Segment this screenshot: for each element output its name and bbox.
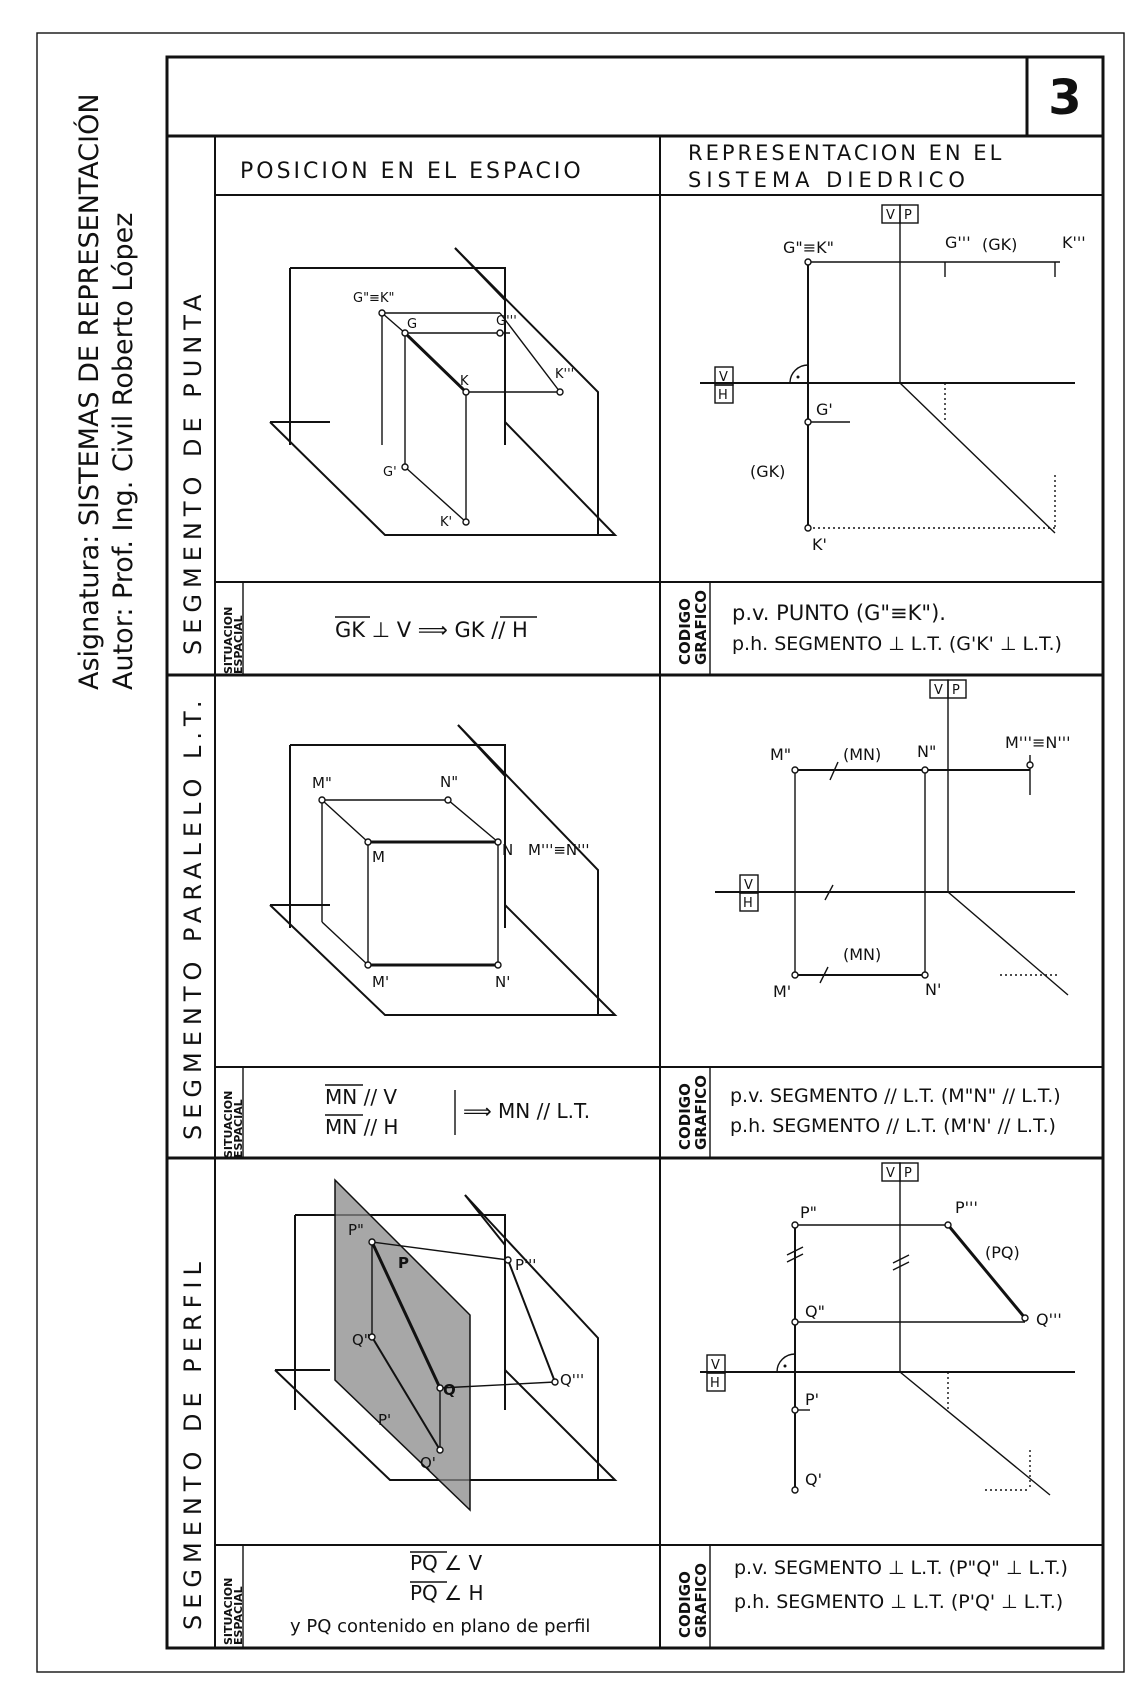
diagram-label: V: [711, 1358, 720, 1373]
row1-codigo-ph: p.h. SEGMENTO ⊥ L.T. (G'K' ⊥ L.T.): [732, 633, 1062, 655]
diagram-label: G"≡K": [783, 238, 835, 257]
diagram-label: N": [917, 742, 937, 761]
diagram-label: M": [312, 774, 332, 792]
tag-codigo-2b: GRAFICO: [692, 1074, 710, 1150]
row3-codigo-ph: p.h. SEGMENTO ⊥ L.T. (P'Q' ⊥ L.T.): [734, 1591, 1064, 1613]
diagram-label: M'''≡N''': [1005, 733, 1071, 752]
diagram-label: P: [398, 1254, 409, 1272]
tag-situacion-2b: ESPACIAL: [232, 1099, 245, 1158]
row3-situacion: [290, 1551, 590, 1637]
row2-codigo-ph: p.h. SEGMENTO // L.T. (M'N' // L.T.): [730, 1115, 1056, 1137]
row1-space-diagram: [270, 248, 615, 535]
row2-situacion: [325, 1085, 590, 1139]
diagram-label: V: [744, 878, 753, 893]
tag-codigo-1a: CODIGO: [676, 598, 694, 665]
diagram-label: Q: [443, 1381, 456, 1399]
diagram-label: P''': [955, 1198, 978, 1217]
diagram-label: P: [904, 208, 912, 223]
diagram-label: H: [710, 1376, 720, 1391]
diagram-label: (GK): [982, 235, 1018, 254]
diagram-label: y PQ contenido en plano de perfil: [290, 1616, 591, 1637]
diagram-label: P': [805, 1390, 820, 1409]
diagram-label: Q''': [1036, 1310, 1062, 1329]
diagram-label: MN // H: [325, 1115, 399, 1139]
diagram-label: ⟹ MN // L.T.: [463, 1099, 591, 1123]
diagram-label: Q": [352, 1331, 371, 1349]
row1-dihedral-diagram: [700, 205, 1086, 554]
diagram-label: M: [372, 848, 385, 866]
diagram-label: Q': [420, 1454, 436, 1472]
diagram-label: V: [934, 683, 943, 698]
diagram-label: N: [502, 841, 514, 859]
tag-codigo-2a: CODIGO: [676, 1083, 694, 1150]
diagram-label: M': [773, 982, 792, 1001]
diagram-label: V: [886, 208, 895, 223]
diagram-label: G: [407, 317, 418, 332]
diagram-label: M'''≡N''': [528, 841, 590, 859]
row3-space-diagram: [275, 1180, 615, 1510]
diagram-label: (MN): [843, 945, 882, 964]
diagram-label: P": [348, 1221, 364, 1239]
diagram-label: (MN): [843, 745, 882, 764]
diagram-label: H: [743, 896, 753, 911]
side-header: [73, 93, 139, 690]
row1-codigo-pv: p.v. PUNTO (G"≡K").: [732, 601, 946, 625]
diagram-label: V: [886, 1166, 895, 1181]
diagram-label: G': [383, 465, 397, 480]
main-table: [167, 57, 1103, 1648]
row3-codigo-pv: p.v. SEGMENTO ⊥ L.T. (P"Q" ⊥ L.T.): [734, 1557, 1068, 1579]
diagram-label: N': [925, 980, 942, 999]
diagram-label: H: [718, 388, 728, 403]
row2-space-diagram: [270, 725, 615, 1015]
col-title-left: POSICION EN EL ESPACIO: [240, 159, 584, 184]
diagram-label: K: [460, 374, 469, 389]
author-text: Autor: Prof. Ing. Civil Roberto López: [108, 212, 139, 690]
row1-situacion: GK ⊥ V ⟹ GK // H: [335, 618, 528, 642]
diagram-label: M': [372, 973, 390, 991]
tag-codigo-3b: GRAFICO: [692, 1562, 710, 1638]
diagram-label: N': [495, 973, 511, 991]
tag-situacion-1a: SITUACION: [222, 606, 235, 674]
diagram-label: G': [816, 400, 833, 419]
diagram-label: K''': [1062, 233, 1086, 252]
diagram-label: M": [770, 745, 792, 764]
diagram-label: P''': [515, 1256, 537, 1274]
diagram-label: K''': [555, 367, 575, 382]
diagram-label: V: [719, 370, 728, 385]
tag-situacion-1b: ESPACIAL: [232, 615, 245, 674]
row-title-2: SEGMENTO PARALELO L.T.: [179, 694, 207, 1140]
diagram-label: Q''': [560, 1371, 585, 1389]
sheet-number: 3: [1048, 70, 1082, 126]
diagram-label: Q": [805, 1302, 825, 1321]
tag-codigo-3a: CODIGO: [676, 1571, 694, 1638]
diagram-label: G"≡K": [353, 291, 395, 306]
diagram-label: N": [440, 773, 459, 791]
row3-dihedral-diagram: [700, 1163, 1075, 1495]
row2-dihedral-diagram: [715, 680, 1075, 1001]
diagram-label: P: [952, 683, 960, 698]
diagram-label: PQ ∠ H: [410, 1581, 484, 1605]
tag-situacion-3b: ESPACIAL: [232, 1586, 245, 1645]
tag-situacion-2a: SITUACION: [222, 1090, 235, 1158]
diagram-label: MN // V: [325, 1085, 398, 1109]
row2-codigo-pv: p.v. SEGMENTO // L.T. (M"N" // L.T.): [730, 1085, 1061, 1107]
diagram-label: (GK): [750, 462, 786, 481]
diagram-label: Q': [805, 1470, 822, 1489]
tag-codigo-1b: GRAFICO: [692, 589, 710, 665]
diagram-label: (PQ): [985, 1243, 1020, 1262]
tag-situacion-3a: SITUACION: [222, 1577, 235, 1645]
diagram-label: G''': [496, 314, 517, 329]
diagram-label: P': [378, 1411, 392, 1429]
col-title-right-2: SISTEMA DIEDRICO: [688, 168, 970, 192]
col-title-right-1: REPRESENTACION EN EL: [688, 141, 1005, 165]
diagram-label: PQ ∠ V: [410, 1551, 483, 1575]
diagram-label: K': [440, 515, 453, 530]
diagram-label: P: [904, 1166, 912, 1181]
diagram-label: K': [812, 535, 827, 554]
diagram-label: P": [800, 1203, 818, 1222]
subject-text: Asignatura: SISTEMAS DE REPRESENTACIÓN: [74, 93, 105, 690]
diagram-label: G''': [945, 233, 971, 252]
row-title-3: SEGMENTO DE PERFIL: [179, 1256, 207, 1630]
row-title-1: SEGMENTO DE PUNTA: [179, 288, 207, 655]
